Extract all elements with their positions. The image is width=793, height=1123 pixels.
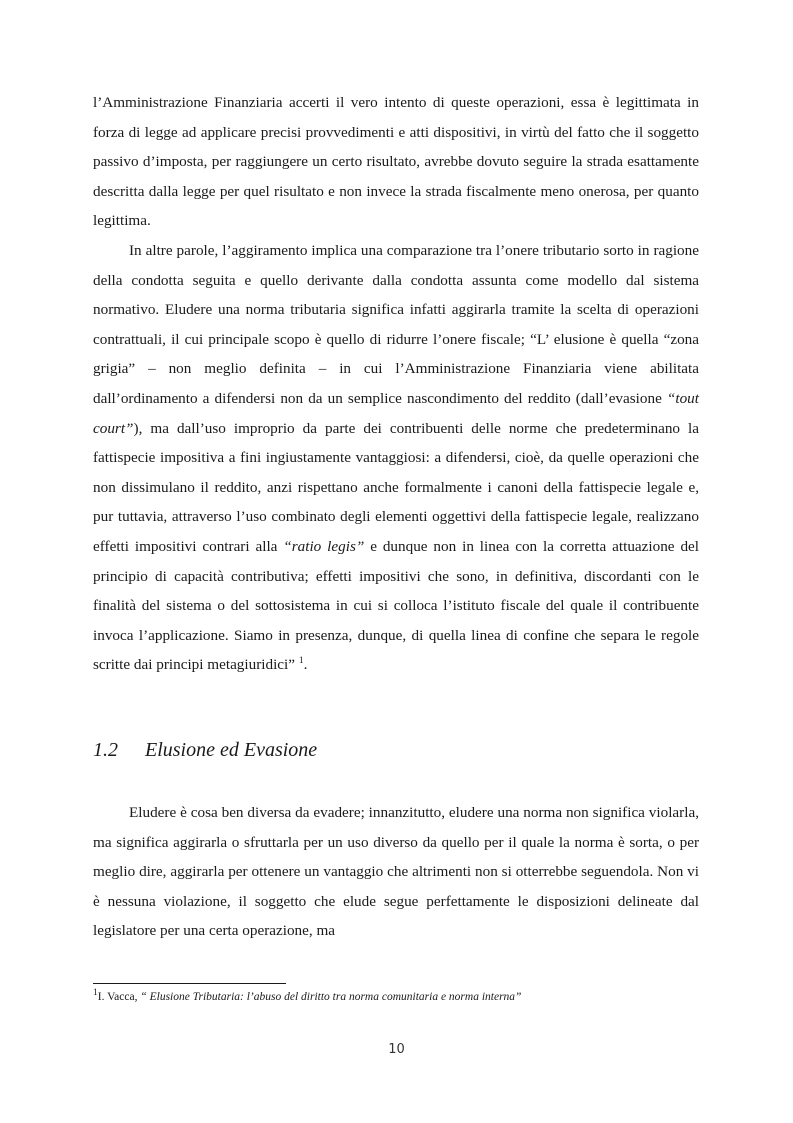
- paragraph-aggiramento: [93, 236, 699, 680]
- paragraph-continuation: [93, 88, 699, 236]
- paragraph-text-part: In altre parole, l’aggiramento implica una comparazione tra l’onere tributario sorto in ragione della condotta seguita e quello derivante dalla condotta assunta come modello dal sistema normativo. Eludere una norma tributaria significa infatti aggirarla tramite la scelta di operazioni contrattuali, il cui principale scopo è quello di ridurre l’onere fiscale; “L’ elusione è quella “zona grigia” – non meglio definita – in cui l’Amministrazione Finanziaria viene abilitata dall’ordinamento a difendersi non da un semplice nascondimento del reddito (dall’evasione: [93, 241, 699, 407]
- footnote-reference[interactable]: 1: [298, 656, 304, 667]
- footnote-author: I. Vacca,: [97, 991, 141, 1003]
- section-heading: [93, 735, 699, 765]
- footnote-divider: [93, 983, 286, 984]
- body-text-bottom: [93, 798, 699, 946]
- italic-phrase: “tout court”: [93, 389, 699, 437]
- footnote-mark: 1: [93, 988, 98, 999]
- page-number: 10: [388, 1042, 405, 1057]
- paragraph-text-part: e dunque non in linea con la corretta attuazione del principio di capacità contributiva; effetti impositivi che sono, in definitiva, discordanti con le finalità del sistema o del sottosistema in cui si colloca l’istituto fiscale del quale il contribuente invoca l’applicazione. Siamo in presenza, dunque, di quella linea di confine che separa le regole scritte dai principi metagiuridici”: [93, 537, 699, 674]
- paragraph-text: l’Amministrazione Finanziaria accerti il vero intento di queste operazioni, essa è legittimata in forza di legge ad applicare precisi provvedimenti e atti dispositivi, in virtù del fatto che il soggetto passivo d’imposta, per raggiungere un certo risultato, avrebbe dovuto seguire la strada esattamente descritta dalla legge per quel risultato e non invece la strada fiscalmente meno onerosa, per quanto legittima.: [93, 94, 699, 230]
- paragraph-eludere: Eludere è cosa ben diversa da evadere; innanzitutto, eludere una norma non significa violarla, ma significa aggirarla o sfruttarla per un uso diverso da quello per il quale la norma è sorta, o per meglio dire, aggirarla per ottenere un vantaggio che altrimenti non si otterrebbe seguendola. Non vi è nessuna violazione, il soggetto che elude segue perfettamente le disposizioni delineate dal legislatore per una certa operazione, ma: [93, 804, 699, 940]
- footnote: [93, 989, 733, 1005]
- italic-phrase: “ratio legis”: [283, 537, 365, 555]
- paragraph-text-part: ), ma dall’uso improprio da parte dei contribuenti delle norme che predeterminano la fattispecie impositiva a fini ingiustamente vantaggiosi: a difendersi, cioè, da quelle operazioni che non dissimulano il reddito, anzi rispettano anche formalmente i canoni della fattispecie legale e, pur tuttavia, attraverso l’uso combinato degli elementi oggettivi della fattispecie legale, realizzano effetti impositivi contrari alla: [93, 419, 699, 555]
- section-title: Elusione ed Evasione: [145, 739, 318, 761]
- section-number: 1.2: [93, 739, 118, 761]
- body-text-top: [93, 88, 699, 680]
- paragraph-text-part: .: [303, 656, 308, 674]
- footnote-title: “ Elusione Tributaria: l’abuso del diritto tra norma comunitaria e norma interna”: [140, 991, 522, 1003]
